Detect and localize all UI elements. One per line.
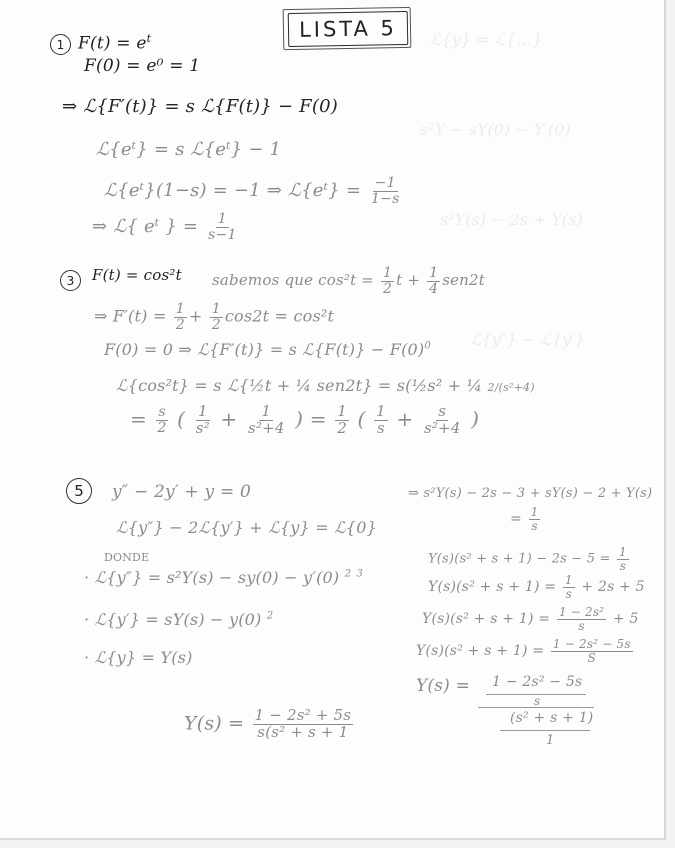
p3-fraction-half-b: $\frac{1}{2}$ xyxy=(211,301,221,333)
p5-mark-3: 3 xyxy=(356,568,364,580)
p1-line-substitute: ℒ{eᵗ} = s ℒ{eᵗ} − 1 xyxy=(96,139,282,160)
problem-number-3: 3 xyxy=(60,270,81,291)
p5-bullet-second-derivative: · ℒ{y″} = s²Y(s) − sy(0) − y′(0) $^2$ $^3$ xyxy=(84,568,364,587)
p3-line-function: F(t) = cos²t xyxy=(92,266,182,284)
p3-line-result: = $\frac{s}{2}$ ( $\frac{1}{\text{s²}}$ + $\frac{1}{\text{s²+4}}$ ) = $\frac{1}{2}$ ( $\frac{1}{s}$ + $\frac{s}{\text{s²+4}}$ ) xyxy=(130,402,480,437)
p3-line-identity: sabemos que cos²t = $\frac{1}{2}$ t + $\frac{1}{4}$ sen2t xyxy=(212,265,485,297)
p5-final-left-fraction: $\frac{\text{1 − 2s² + 5s}}{\text{s(s² + s + 1}}$ xyxy=(254,706,352,741)
p3-fraction-1-s2plus4: $\frac{1}{\text{s²+4}}$ xyxy=(247,402,285,437)
p5-right-line-5: Y(s)(s² + s + 1) = $\frac{\text{1 − 2s²}}{s}$ + 5 xyxy=(422,605,639,633)
p5-final-right-numerator: 1 − 2s² − 5s xyxy=(492,674,583,690)
problem-number-5: 5 xyxy=(66,478,92,504)
p1-fraction-a: $\frac{-1}{1-s}$ xyxy=(371,175,400,207)
p5-final-left: Y(s) = $\frac{\text{1 − 2s² + 5s}}{\text{s(s² + s + 1}}$ xyxy=(184,706,352,741)
p5-final-right-inner-denominator: s xyxy=(534,694,541,708)
p5-fraction-1-s-c: $\frac{1}{s}$ xyxy=(564,573,573,601)
p1-fraction-result: $\frac{1}{s-1}$ xyxy=(208,211,237,243)
ghost-text: s²Y(s) − 2s + Y(s) xyxy=(440,210,583,229)
p3-fraction-half-a: $\frac{1}{2}$ xyxy=(175,301,185,333)
p5-donde-label: DONDE xyxy=(104,551,150,564)
p5-right-line-6: Y(s)(s² + s + 1) = $\frac{\text{1 − 2s² − 5s}}{S}$ xyxy=(416,637,631,665)
p5-mark-2b: 2 xyxy=(266,610,274,622)
p3-line-transform-rule: F(0) = 0 ⇒ ℒ{F′(t)} = s ℒ{F(t)} − $F(0)^0$ xyxy=(104,340,431,359)
p5-right-line-3: Y(s)(s² + s + 1) − 2s − 5 = $\frac{1}{s}$ xyxy=(428,545,627,573)
p3-fraction-half-c: $\frac{1}{2}$ xyxy=(337,402,347,437)
p1-line-derivative-rule: ⇒ ℒ{F′(t)} = s ℒ{F(t)} − F(0) xyxy=(62,96,338,117)
p5-equation: y″ − 2y′ + y = 0 xyxy=(112,482,252,502)
p5-fraction-1-s: $\frac{1}{s}$ xyxy=(530,505,539,533)
p3-fraction-1-s2: $\frac{1}{\text{s²}}$ xyxy=(195,402,210,437)
p3-zero-mark: 0 xyxy=(424,340,431,352)
p5-right-line-1: ⇒ s²Y(s) − 2s − 3 + sY(s) − 2 + Y(s) xyxy=(408,486,653,501)
p3-fraction-s-s2plus4: $\frac{s}{\text{s²+4}}$ xyxy=(423,402,461,437)
p5-mark-2: 2 xyxy=(344,568,352,580)
p5-fraction-1-2s2-5s: $\frac{\text{1 − 2s² − 5s}}{S}$ xyxy=(552,637,631,665)
p5-fraction-1-2s2: $\frac{\text{1 − 2s²}}{s}$ xyxy=(558,605,605,633)
p5-transform: ℒ{y″} − 2ℒ{y′} + ℒ{y} = ℒ{0} xyxy=(116,518,377,537)
p5-fraction-bar-lower xyxy=(500,730,590,731)
page-title: LISTA 5 xyxy=(288,11,409,47)
p1-line-result: ⇒ ℒ{ eᵗ } = $\frac{1}{s-1}$ xyxy=(92,211,237,243)
ghost-text: s²Y − sY(0) − Y′(0) xyxy=(420,120,571,139)
p3-fraction-1-s: $\frac{1}{s}$ xyxy=(376,402,386,437)
p5-fraction-1-s-b: $\frac{1}{s}$ xyxy=(618,545,627,573)
ghost-text: ℒ{y} = ℒ{…} xyxy=(430,30,543,49)
ghost-text: ℒ{y″} − ℒ{y′} xyxy=(470,330,586,349)
p5-fraction-bar-main xyxy=(478,707,594,708)
p5-right-line-2: = $\frac{1}{s}$ xyxy=(510,505,539,533)
p5-right-line-4: Y(s)(s² + s + 1) = $\frac{1}{s}$ + 2s + 5 xyxy=(428,573,645,601)
p5-right-line-7: Y(s) = xyxy=(416,676,471,696)
p3-line-derivative: ⇒ F′(t) = $\frac{1}{2}$ + $\frac{1}{2}$ cos2t = cos²t xyxy=(94,301,335,333)
problem-number-1: 1 xyxy=(50,34,71,55)
p3-fraction-half: $\frac{1}{2}$ xyxy=(383,265,393,297)
p1-line-function: $F(t) = e^t$ xyxy=(78,32,152,54)
p1-line-solve: ℒ{eᵗ}(1−s) = −1 ⇒ ℒ{eᵗ} = $\frac{-1}{1-s}$ xyxy=(104,175,400,207)
p1-line-initial: F(0) = e⁰ = 1 xyxy=(84,56,201,76)
p3-small-fraction: 2/(s²+4) xyxy=(487,381,535,394)
p3-line-apply: ℒ{cos²t} = s ℒ{½t + ¼ sen2t} = s(½s² + ¼ 2/(s²+4) xyxy=(116,376,535,395)
p5-bullet-function: · ℒ{y} = Y(s) xyxy=(84,648,193,667)
p3-fraction-s-half: $\frac{s}{2}$ xyxy=(157,404,167,436)
p5-final-right-denominator: (s² + s + 1) xyxy=(510,710,594,726)
p3-fraction-quarter: $\frac{1}{4}$ xyxy=(429,265,439,297)
p5-bullet-first-derivative: · ℒ{y′} = sY(s) − y(0) $^2$ xyxy=(84,610,274,629)
p5-final-right-one: 1 xyxy=(546,733,555,748)
p1-exponent: t xyxy=(146,32,152,45)
